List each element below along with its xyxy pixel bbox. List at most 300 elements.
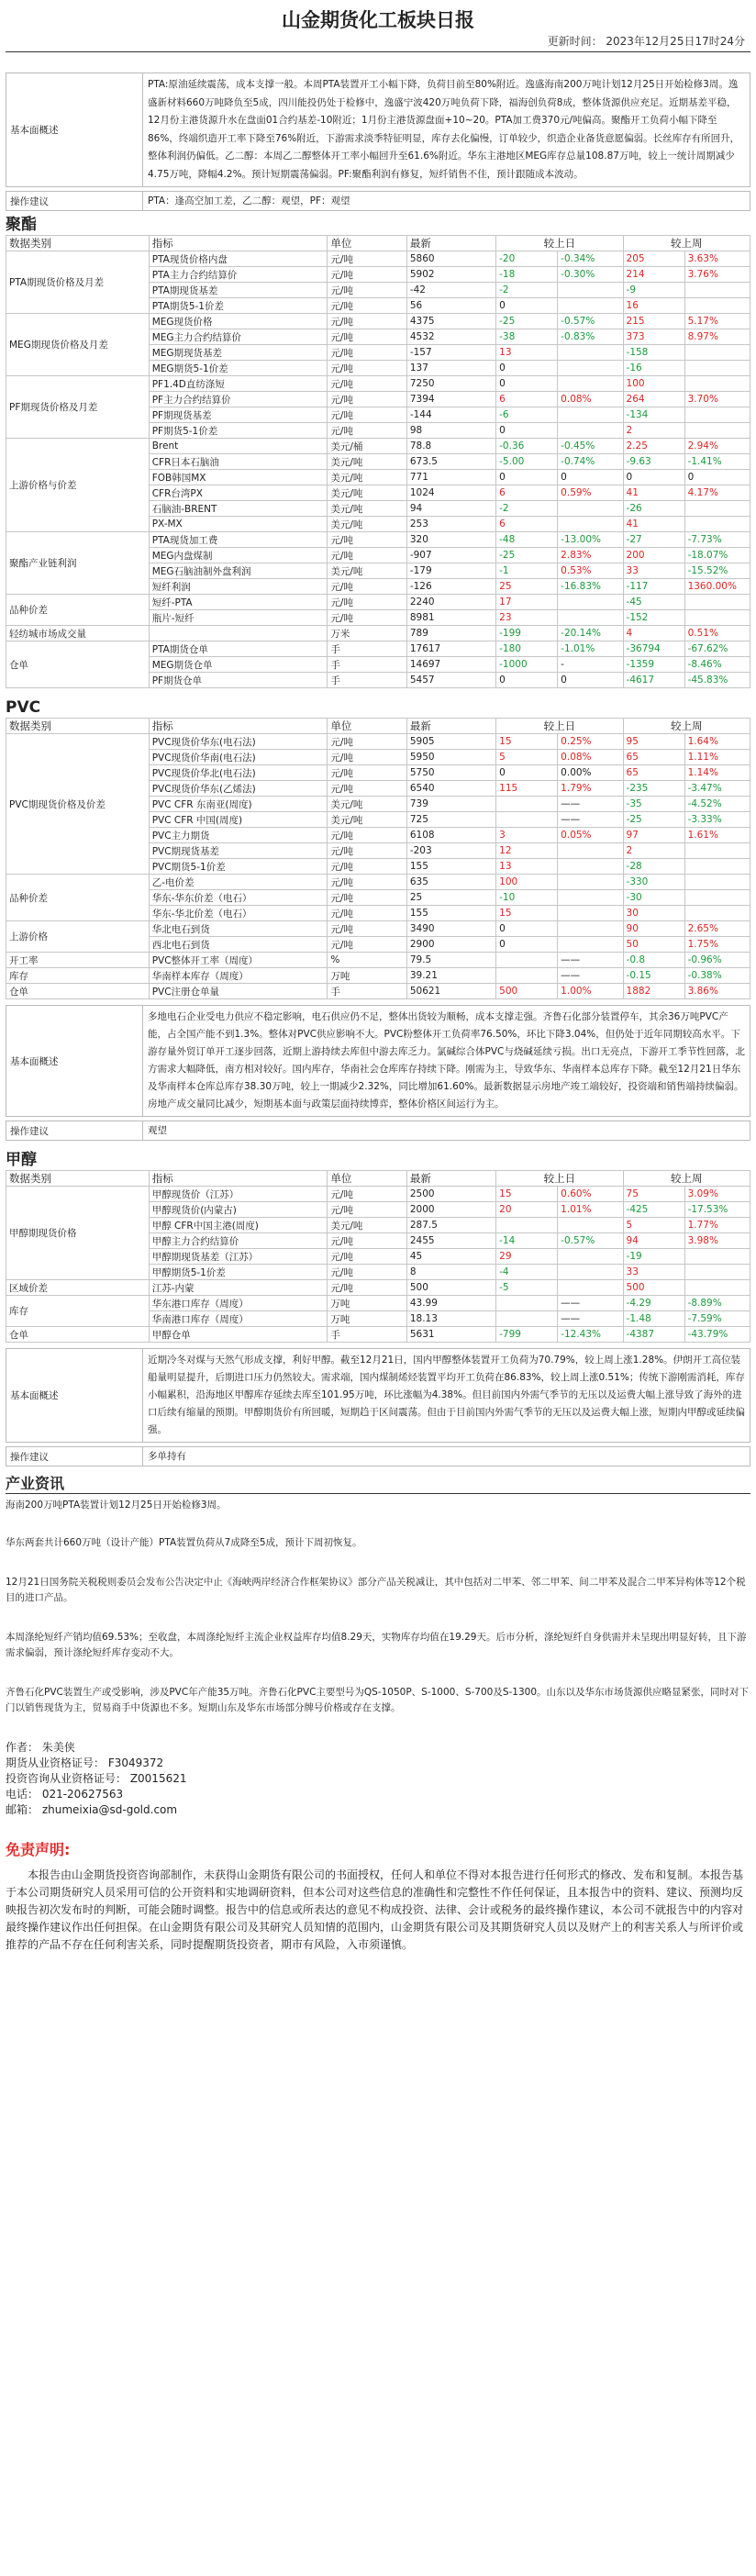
value-cell: 500 [496,984,558,999]
value-cell: -158 [623,345,684,361]
value-cell: 手 [328,641,407,657]
value-cell: 元/吨 [328,750,407,765]
value-cell: -3.33% [684,812,750,828]
value-cell: -19 [623,1249,684,1265]
value-cell: -48 [496,532,558,548]
value-cell: -0.8 [623,953,684,968]
column-header: 数据类别 [6,719,150,734]
indicator-cell: PVC期货5-1价差 [149,859,328,875]
news-item: 12月21日国务院关税税则委员会发布公告决定中止《海峡两岸经济合作框架协议》部分产品关税减让，其中包括对二甲苯、邻二甲苯、间二甲苯及混合二甲苯异构体等12个税目的进口产品。 [6,1577,746,1603]
value-cell: 3 [496,828,558,843]
value-cell: 137 [406,361,495,376]
value-cell: 3.98% [684,1233,750,1249]
value-cell [684,376,750,392]
indicator-cell: Brent [149,439,328,454]
author-email[interactable]: 邮箱： zhumeixia@sd-gold.com [6,1803,178,1816]
value-cell [558,1265,623,1280]
value-cell: -0.15 [623,968,684,984]
indicator-cell: MEG石脑油制外盘利润 [149,563,328,579]
value-cell: -0.96% [684,953,750,968]
value-cell: 725 [406,812,495,828]
value-cell: 元/吨 [328,1202,407,1218]
value-cell: -15.52% [684,563,750,579]
category-cell: 仓单 [6,641,150,688]
indicator-cell: PF主力合约结算价 [149,392,328,407]
value-cell: -18 [496,267,558,283]
category-cell: 仓单 [6,984,150,999]
value-cell: 1.01% [558,1202,623,1218]
table-row [6,1296,750,1311]
table-row [6,595,750,610]
value-cell: 5905 [406,734,495,750]
value-cell: -1.41% [684,454,750,470]
value-cell: 2240 [406,595,495,610]
value-cell: 95 [623,734,684,750]
value-cell: 万吨 [328,1311,407,1327]
value-cell: -1359 [623,657,684,673]
value-cell: -1.48 [623,1311,684,1327]
table-row [6,314,750,329]
indicator-cell: PVC现货价华北(电石法) [149,765,328,781]
category-cell: PTA期现货价格及月差 [6,251,150,314]
value-cell: 元/吨 [328,1265,407,1280]
pvc-overview-label: 基本面概述 [6,1006,143,1116]
value-cell [558,843,623,859]
value-cell: 3.76% [684,267,750,283]
pta-advice-label: 操作建议 [6,192,143,210]
value-cell: 2 [623,843,684,859]
value-cell: 元/吨 [328,906,407,921]
value-cell: 2.65% [684,921,750,937]
value-cell: 5950 [406,750,495,765]
value-cell: 元/吨 [328,267,407,283]
value-cell: 789 [406,626,495,641]
value-cell: -5.00 [496,454,558,470]
value-cell: 20 [496,1202,558,1218]
column-header: 较上周 [623,719,750,734]
value-cell: 6108 [406,828,495,843]
indicator-cell: 华北电石到货 [149,921,328,937]
value-cell: —— [558,1311,623,1327]
value-cell: -45 [623,595,684,610]
value-cell: -2 [496,501,558,517]
value-cell [558,376,623,392]
value-cell: 1360.00% [684,579,750,595]
indicator-cell: CFR日本石脑油 [149,454,328,470]
value-cell: 0 [558,673,623,688]
table-row [6,376,750,392]
table-row [6,532,750,548]
value-cell [684,875,750,890]
value-cell: 元/吨 [328,921,407,937]
value-cell: -35 [623,797,684,812]
value-cell: -425 [623,1202,684,1218]
value-cell: 205 [623,251,684,267]
indicator-cell: PVC注册仓单量 [149,984,328,999]
value-cell: -12.43% [558,1327,623,1343]
value-cell: -235 [623,781,684,797]
value-cell: 41 [623,485,684,501]
value-cell: 万吨 [328,1296,407,1311]
indicator-cell: MEG期货仓单 [149,657,328,673]
column-header: 指标 [149,236,328,251]
value-cell: 65 [623,750,684,765]
value-cell: 7250 [406,376,495,392]
value-cell: 4375 [406,314,495,329]
value-cell [496,797,558,812]
polyester-table [6,235,750,688]
value-cell: 0.51% [684,626,750,641]
value-cell: -1 [496,563,558,579]
value-cell: 1.11% [684,750,750,765]
category-cell: 库存 [6,1296,150,1327]
value-cell: -3.47% [684,781,750,797]
value-cell: 0 [496,361,558,376]
value-cell: -0.36 [496,439,558,454]
value-cell: 4.17% [684,485,750,501]
indicator-cell: PF期货5-1价差 [149,423,328,439]
indicator-cell: PVC CFR 东南亚(周度) [149,797,328,812]
value-cell [684,859,750,875]
value-cell: —— [558,797,623,812]
category-cell: 品种价差 [6,875,150,921]
value-cell: 元/吨 [328,361,407,376]
value-cell: 元/吨 [328,610,407,626]
value-cell: 5860 [406,251,495,267]
value-cell: 元/吨 [328,376,407,392]
value-cell: 元/吨 [328,283,407,298]
value-cell [684,345,750,361]
value-cell: 635 [406,875,495,890]
value-cell: 15 [496,906,558,921]
value-cell: -0.38% [684,968,750,984]
value-cell [558,517,623,532]
value-cell: 673.5 [406,454,495,470]
author-phone: 电话： 021-20627563 [6,1788,124,1801]
value-cell: 3.86% [684,984,750,999]
value-cell: -9 [623,283,684,298]
value-cell: -17.53% [684,1202,750,1218]
value-cell: 8 [406,1265,495,1280]
value-cell: 6 [496,392,558,407]
value-cell: 手 [328,673,407,688]
value-cell: -20.14% [558,626,623,641]
value-cell: 元/吨 [328,423,407,439]
value-cell: 元/吨 [328,548,407,563]
indicator-cell: PVC整体开工率（周度） [149,953,328,968]
value-cell: 0.59% [558,485,623,501]
pta-overview-text: PTA:原油延续震荡，成本支撑一般。本周PTA装置开工小幅下降，负荷目前至80%附近。逸盛海南200万吨计划12月25日开始检修3周。逸盛新材料660万吨降负至5成，四川能投仍处于检修中，逸盛宁波420万吨负荷下降，福海创负荷8成，整体货源供应充足。近期基差平稳，12月份主港货源升水在盘面01合约基差-10附近；1月份主港货源盘面+10~20。PTA加工费370元/吨偏高。聚酯开工负荷小幅下降至86%，终端织造开工率下降至76%附近，下游需求淡季特征明显，库存去化偏慢，订单较少，织造企业备货意愿偏弱。长丝库存有所回升，整体利润仍偏低。乙二醇：本周乙二醇整体开工率小幅回升至61.6%附近。华东主港地区MEG库存总量108.87万吨，较上一统计周期减少4.75万吨，降幅4.2%。预计短期震荡偏弱。PF:聚酯利润有修复，短纤销售不佳，预计跟随成本波动。 [148,79,740,180]
table-row [6,251,750,267]
value-cell: 3.63% [684,251,750,267]
table-row [6,734,750,750]
value-cell: 美元/吨 [328,797,407,812]
indicator-cell: 短纤-PTA [149,595,328,610]
table-header-row [6,236,750,251]
indicator-cell: MEG期现货基差 [149,345,328,361]
value-cell: -0.83% [558,329,623,345]
table-row [6,1327,750,1343]
indicator-cell: PVC现货价华东(乙烯法) [149,781,328,797]
indicator-cell: PTA期货仓单 [149,641,328,657]
report-title: 山金期货化工板块日报 [282,9,474,31]
table-header-row [6,719,750,734]
value-cell: 2.94% [684,439,750,454]
value-cell: 元/吨 [328,579,407,595]
value-cell: -0.45% [558,439,623,454]
table-row [6,641,750,657]
value-cell: -28 [623,859,684,875]
value-cell: -180 [496,641,558,657]
value-cell: 1024 [406,485,495,501]
value-cell: 3.70% [684,392,750,407]
value-cell: -4.52% [684,797,750,812]
value-cell: 元/吨 [328,1249,407,1265]
methanol-section-title: 甲醇 [6,1151,37,1169]
indicator-cell: PTA期货5-1价差 [149,298,328,314]
value-cell: -799 [496,1327,558,1343]
value-cell: 100 [496,875,558,890]
value-cell: 万米 [328,626,407,641]
value-cell: 元/吨 [328,595,407,610]
column-header: 数据类别 [6,1171,150,1187]
value-cell: —— [558,968,623,984]
value-cell: - [558,657,623,673]
indicator-cell: 华东-华东价差（电石） [149,890,328,906]
indicator-cell: PTA现货加工费 [149,532,328,548]
value-cell: -0.57% [558,314,623,329]
value-cell [684,1265,750,1280]
value-cell: 5.17% [684,314,750,329]
value-cell: 1.75% [684,937,750,953]
value-cell: 元/吨 [328,828,407,843]
pvc-overview-text: 多地电石企业受电力供应不稳定影响，电石供应仍不足，整体出货较为顺畅，成本支撑走强。齐鲁石化部分装置停车，其余36万吨PVC产能，占全国产能不到1.3%。整体对PVC供应影响不大。PVC粉整体开工负荷率76.50%，环比下降3.04%，但仍处于近年同期较高水平。下游存量外贸订单开工逐步回落，近期上游持续去库但中游去库乏力。氯碱综合体PVC与烧碱延续亏损。出口无亮点，下游开工季节性回落，北方需求大幅降低，南方相对较好。国内库存，华南社会仓库库存持续下降。刚需为主，导致华东、华南样本总库存下降。截至12月21日华东及华南样本仓库总库存38.30万吨，较上一期减少2.32%，同比增加61.60%。最新数据显示房地产竣工端较好，投资端和销售端持续偏弱。房地产成交量同比减少，短期基本面与政策层面持续博弈，整体价格区间运行为主。 [148,1011,745,1110]
value-cell: 75 [623,1187,684,1202]
value-cell: 5457 [406,673,495,688]
pta-advice-text: PTA：逢高空加工差，乙二醇：观望，PF：观望 [148,195,350,206]
value-cell [558,595,623,610]
value-cell: 0 [496,470,558,485]
value-cell: 0.05% [558,828,623,843]
column-header: 单位 [328,1171,407,1187]
value-cell: 17617 [406,641,495,657]
pta-overview [6,72,750,187]
value-cell: 16 [623,298,684,314]
column-header: 较上周 [623,236,750,251]
indicator-cell: PF期现货基差 [149,407,328,423]
indicator-cell: PVC期现货基差 [149,843,328,859]
value-cell: 2.25 [623,439,684,454]
value-cell: 214 [623,267,684,283]
indicator-cell: 甲醇仓单 [149,1327,328,1343]
table-header-row [6,1171,750,1187]
value-cell [558,1280,623,1296]
value-cell [684,843,750,859]
title-divider [6,51,750,52]
value-cell: -67.62% [684,641,750,657]
value-cell [684,283,750,298]
value-cell: 元/吨 [328,314,407,329]
category-cell: 上游价格与价差 [6,439,150,532]
news-item: 本周涤纶短纤产销均值69.53%；至收盘，本周涤纶短纤主流企业权益库存均值8.29天，实物库存均值在19.29天。后市分析，涤纶短纤自身供需并未呈现出明显好转，且下游需求偏弱，预计涤纶短纤库存变动不大。 [6,1632,747,1658]
value-cell [558,875,623,890]
category-cell: 轻纺城市场成交量 [6,626,150,641]
value-cell: 18.13 [406,1311,495,1327]
value-cell: -4 [496,1265,558,1280]
methanol-advice-label: 操作建议 [6,1447,143,1466]
value-cell: 元/吨 [328,345,407,361]
value-cell: 320 [406,532,495,548]
value-cell: 373 [623,329,684,345]
category-cell: 上游价格 [6,921,150,953]
column-header: 单位 [328,719,407,734]
value-cell: 43.99 [406,1296,495,1311]
value-cell: 200 [623,548,684,563]
value-cell [558,610,623,626]
value-cell: 元/吨 [328,875,407,890]
value-cell: -27 [623,532,684,548]
value-cell: 0.00% [558,765,623,781]
news-item: 齐鲁石化PVC装置生产或受影响，涉及PVC年产能35万吨。齐鲁石化PVC主要型号为QS-1050P、S-1000、S-700及S-1300。山东以及华东市场货源供应略显紧张，同时对下门以销售现货为主，贸易商手中货源也不多。短期山东及华东市场部分牌号价格或存在支撑。 [6,1687,750,1713]
pta-advice [6,191,750,211]
value-cell: -907 [406,548,495,563]
value-cell: 3490 [406,921,495,937]
value-cell [496,968,558,984]
category-cell: 区域价差 [6,1280,150,1296]
value-cell: 25 [406,890,495,906]
value-cell: -0.30% [558,267,623,283]
value-cell [496,953,558,968]
value-cell [684,1249,750,1265]
column-header: 较上日 [496,1171,623,1187]
pvc-advice [6,1121,750,1141]
value-cell: 15 [496,734,558,750]
value-cell: -4617 [623,673,684,688]
value-cell [558,859,623,875]
value-cell: 元/吨 [328,734,407,750]
value-cell: 0 [496,673,558,688]
indicator-cell: 甲醇现货价（江苏） [149,1187,328,1202]
value-cell: 8.97% [684,329,750,345]
value-cell: 美元/吨 [328,812,407,828]
value-cell: 6540 [406,781,495,797]
table-row [6,626,750,641]
indicator-cell: PF期货仓单 [149,673,328,688]
value-cell: 6 [496,517,558,532]
value-cell: -18.07% [684,548,750,563]
indicator-cell: 乙-电价差 [149,875,328,890]
table-row [6,921,750,937]
table-row [6,1187,750,1202]
indicator-cell: FOB韩国MX [149,470,328,485]
value-cell: -26 [623,501,684,517]
value-cell: 1.64% [684,734,750,750]
value-cell: 5 [496,750,558,765]
value-cell: 155 [406,859,495,875]
value-cell: 25 [496,579,558,595]
value-cell: 0.25% [558,734,623,750]
indicator-cell: 华南样本库存（周度） [149,968,328,984]
column-header: 指标 [149,1171,328,1187]
value-cell: 0.08% [558,750,623,765]
value-cell: —— [558,812,623,828]
value-cell: -330 [623,875,684,890]
value-cell: -126 [406,579,495,595]
value-cell: 13 [496,859,558,875]
indicator-cell: PVC现货价华南(电石法) [149,750,328,765]
value-cell [558,423,623,439]
value-cell: 元/吨 [328,392,407,407]
value-cell: 元/吨 [328,843,407,859]
value-cell: -10 [496,890,558,906]
column-header: 最新 [406,719,495,734]
value-cell: 美元/吨 [328,517,407,532]
value-cell: 39.21 [406,968,495,984]
pvc-section-title: PVC [6,698,41,717]
value-cell: -25 [623,812,684,828]
pvc-advice-text: 观望 [148,1125,167,1136]
pvc-overview [6,1005,750,1117]
indicator-cell: 石脑油-BRENT [149,501,328,517]
value-cell: 253 [406,517,495,532]
indicator-cell: CFR台湾PX [149,485,328,501]
indicator-cell: 华东港口库存（周度） [149,1296,328,1311]
value-cell [684,890,750,906]
methanol-advice-text: 多单持有 [148,1451,186,1462]
indicator-cell: PTA期现货基差 [149,283,328,298]
value-cell: 4532 [406,329,495,345]
indicator-cell: 甲醇现货价(内蒙古) [149,1202,328,1218]
value-cell: -144 [406,407,495,423]
value-cell: 元/吨 [328,937,407,953]
category-cell: PF期现货价格及月差 [6,376,150,439]
value-cell: -117 [623,579,684,595]
value-cell: 45 [406,1249,495,1265]
value-cell: -36794 [623,641,684,657]
value-cell: 1.79% [558,781,623,797]
value-cell: 美元/桶 [328,439,407,454]
author-license: 期货从业资格证号： F3049372 [6,1756,164,1769]
value-cell: 50621 [406,984,495,999]
value-cell: 50 [623,937,684,953]
value-cell: -38 [496,329,558,345]
value-cell: -1.01% [558,641,623,657]
value-cell: -0.34% [558,251,623,267]
indicator-cell: PTA主力合约结算价 [149,267,328,283]
value-cell: 2500 [406,1187,495,1202]
value-cell: 500 [623,1280,684,1296]
value-cell: -134 [623,407,684,423]
disclaimer-text: 本报告由山金期货投资咨询部制作，未获得山金期货有限公司的书面授权，任何人和单位不得对本报告进行任何形式的修改、发布和复制。本报告基于本公司期货研究人员采用可信的公开资料和实地调研资料，但本公司对这些信息的准确性和完整性不作任何保证，且本报告中的资料、建议、预测均反映报告初次发布时的判断，可能会随时调整。报告中的信息或所表达的意见不构成投资、法律、会计或税务的最终操作建议，本公司不就报告中的内容对最终操作建议作出任何担保。在山金期货有限公司及其研究人员知情的范围内，山金期货有限公司及其期货研究人员以及财产上的利害关系人与所评价或推荐的产品不存在任何利害关系，同时提醒期货投资者，期市有风险，入市须谨慎。 [6,1868,744,1951]
value-cell: 2 [623,423,684,439]
value-cell: 万吨 [328,968,407,984]
value-cell: 0 [684,470,750,485]
value-cell: -16.83% [558,579,623,595]
news-item: 海南200万吨PTA装置计划12月25日开始检修3周。 [6,1500,227,1511]
value-cell [558,298,623,314]
indicator-cell: PVC CFR 中国(周度) [149,812,328,828]
category-cell: PVC期现货价格及价差 [6,734,150,875]
value-cell: -9.63 [623,454,684,470]
value-cell: 0 [623,470,684,485]
indicator-cell: 甲醇期货5-1价差 [149,1265,328,1280]
value-cell: 元/吨 [328,890,407,906]
value-cell: -0.74% [558,454,623,470]
value-cell [684,361,750,376]
value-cell: -16 [623,361,684,376]
value-cell: -14 [496,1233,558,1249]
table-row [6,968,750,984]
